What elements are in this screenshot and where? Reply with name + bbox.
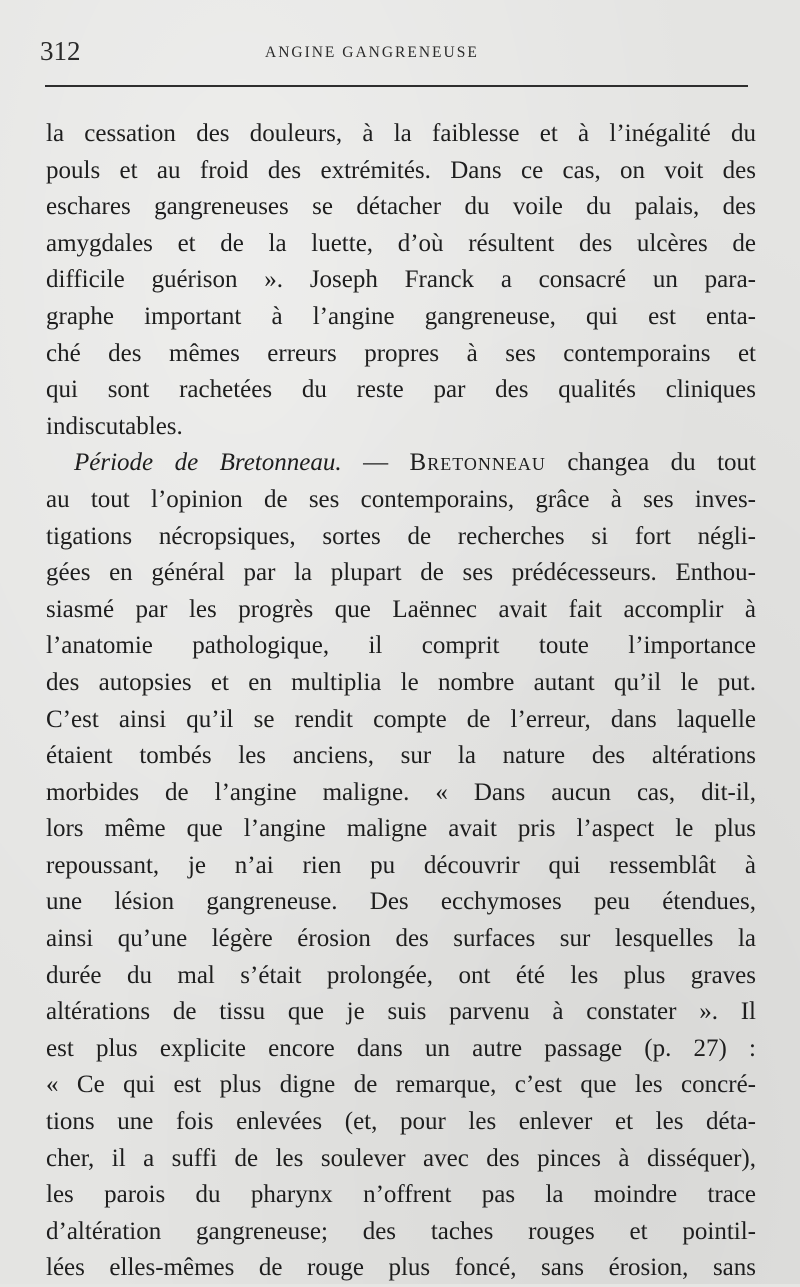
heading-continuation: changea du tout: [545, 449, 756, 477]
text-line: étaient tombés les anciens, sur la nature des altérations: [46, 742, 756, 770]
text-line: C’est ainsi qu’il se rendit compte de l’erreur, dans laquelle: [46, 705, 756, 733]
text-line: lors même que l’angine maligne avait pris l’aspect le plus: [46, 815, 756, 843]
text-line: graphe important à l’angine gangreneuse, qui est enta-: [46, 302, 756, 330]
text-line: ainsi qu’une légère érosion des surfaces sur lesquelles la: [46, 925, 756, 953]
text-line: les parois du pharynx n’offrent pas la moindre trace: [46, 1181, 756, 1209]
header-rule: [45, 85, 748, 87]
section-title: Période de Bretonneau.: [74, 449, 342, 477]
text-line: amygdales et de la luette, d’où résultent des ulcères de: [46, 229, 756, 257]
running-title: ANGINE GANGRENEUSE: [265, 44, 479, 61]
text-line: altérations de tissu que je suis parvenu à constater ». Il: [46, 998, 756, 1026]
text-line: des autopsies et en multiplia le nombre autant qu’il le put.: [46, 668, 756, 696]
text-line: indiscutables.: [46, 412, 183, 440]
text-line: tions une fois enlevées (et, pour les enlever et les déta-: [46, 1108, 756, 1136]
text-line: une lésion gangreneuse. Des ecchymoses peu étendues,: [46, 888, 756, 916]
text-line: tigations nécropsiques, sortes de recherches si fort négli-: [46, 522, 756, 550]
text-line: pouls et au froid des extrémités. Dans ce cas, on voit des: [46, 156, 756, 184]
em-dash: —: [341, 449, 410, 477]
text-line: lées elles-mêmes de rouge plus foncé, sans érosion, sans: [46, 1254, 756, 1282]
text-line: qui sont rachetées du reste par des qualités cliniques: [46, 376, 756, 404]
text-line: ché des mêmes erreurs propres à ses contemporains et: [46, 339, 756, 367]
text-line: repoussant, je n’ai rien pu découvrir qui ressemblât à: [46, 851, 756, 879]
page-number: 312: [40, 36, 81, 66]
text-line: siasmé par les progrès que Laënnec avait fait accomplir à: [46, 595, 756, 623]
text-line: eschares gangreneuses se détacher du voile du palais, des: [46, 193, 756, 221]
page-header: [40, 36, 750, 76]
text-line: au tout l’opinion de ses contemporains, grâce à ses inves-: [46, 485, 756, 513]
author-name: Bretonneau: [409, 449, 546, 477]
text-line: gées en général par la plupart de ses prédécesseurs. Enthou-: [46, 559, 756, 587]
text-line: l’anatomie pathologique, il comprit toute l’importance: [46, 632, 756, 660]
text-line: est plus explicite encore dans un autre passage (p. 27) :: [46, 1034, 756, 1062]
section-heading-line: [46, 445, 756, 482]
text-line: « Ce qui est plus digne de remarque, c’est que les concré-: [46, 1071, 756, 1099]
body-text: [46, 116, 756, 1287]
text-line: morbides de l’angine maligne. « Dans aucun cas, dit-il,: [46, 778, 756, 806]
text-line: d’altération gangreneuse; des taches rouges et pointil-: [46, 1217, 756, 1245]
text-line: cher, il a suffi de les soulever avec des pinces à disséquer),: [46, 1144, 756, 1172]
text-line: durée du mal s’était prolongée, ont été les plus graves: [46, 961, 756, 989]
text-line: la cessation des douleurs, à la faiblesse et à l’inégalité du: [46, 120, 756, 147]
text-line: difficile guérison ». Joseph Franck a consacré un para-: [46, 266, 756, 294]
